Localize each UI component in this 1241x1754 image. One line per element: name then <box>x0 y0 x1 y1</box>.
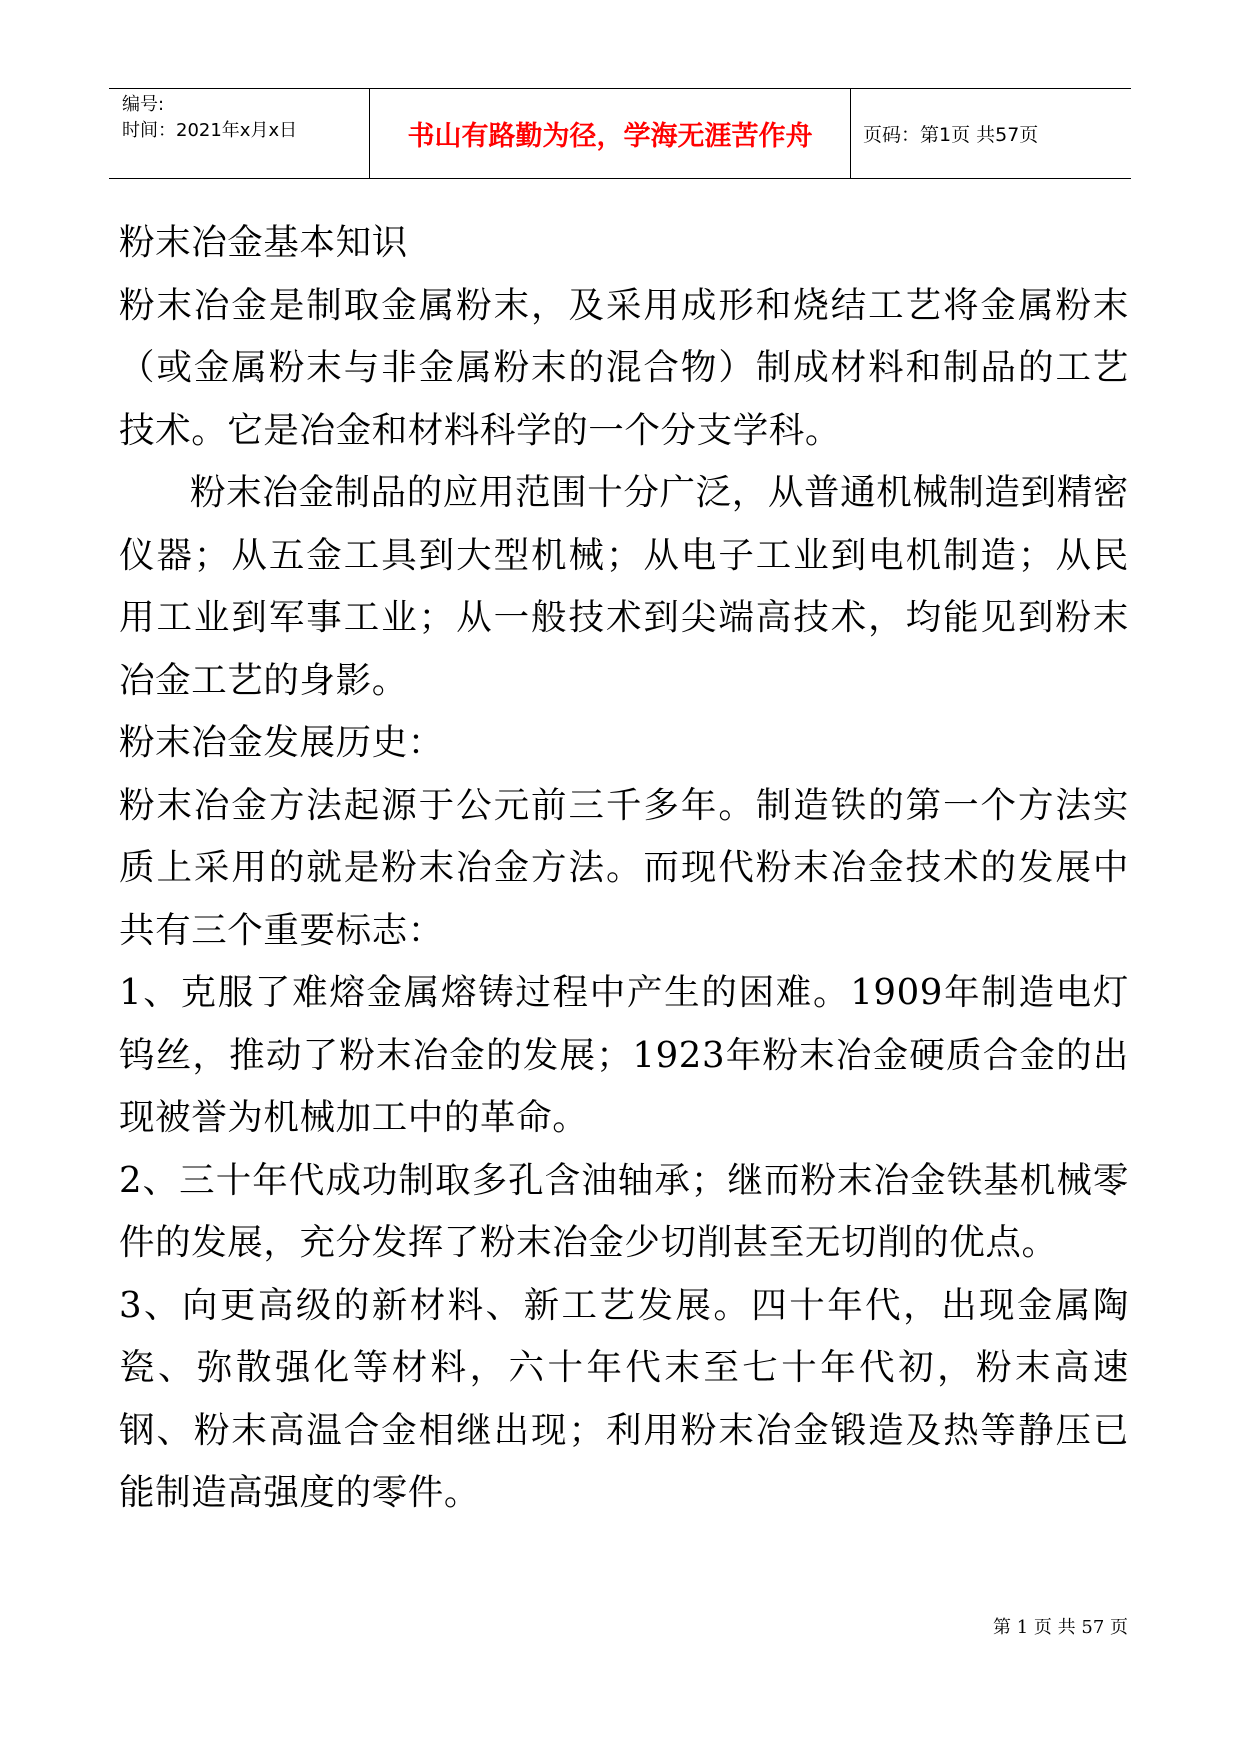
header-meta-cell <box>109 89 370 178</box>
page-header <box>109 88 1131 179</box>
header-motto-cell <box>370 89 851 178</box>
list-item-3: 3、向更高级的新材料、新工艺发展。四十年代，出现金属陶瓷、弥散强化等材料，六十年代末至七十年代初，粉末高速钢、粉末高温合金相继出现；利用粉末冶金锻造及热等静压已能制造高强度的零件。 <box>119 1284 1129 1513</box>
document-title: 粉末冶金基本知识 <box>119 222 408 263</box>
list-item-2: 2、三十年代成功制取多孔含油轴承；继而粉末冶金铁基机械零件的发展，充分发挥了粉末冶金少切削甚至无切削的优点。 <box>119 1159 1129 1263</box>
list-item-1: 1、克服了难熔金属熔铸过程中产生的困难。1909年制造电灯钨丝，推动了粉末冶金的发展；1923年粉末冶金硬质合金的出现被誉为机械加工中的革命。 <box>119 972 1129 1138</box>
header-page-code: 页码：第1页 共57页 <box>863 124 1039 146</box>
paragraph-definition: 粉末冶金是制取金属粉末，及采用成形和烧结工艺将金属粉末（或金属粉末与非金属粉末的混合物）制成材料和制品的工艺技术。它是冶金和材料科学的一个分支学科。 <box>119 284 1129 451</box>
header-motto: 书山有路勤为径，学海无涯苦作舟 <box>407 121 813 152</box>
paragraph-history-intro: 粉末冶金方法起源于公元前三千多年。制造铁的第一个方法实质上采用的就是粉末冶金方法。而现代粉末冶金技术的发展中共有三个重要标志： <box>119 784 1129 951</box>
header-page-code-cell <box>851 89 1131 178</box>
paragraph-applications: 粉末冶金制品的应用范围十分广泛，从普通机械制造到精密仪器；从五金工具到大型机械；从电子工业到电机制造；从民用工业到军事工业；从一般技术到尖端高技术，均能见到粉末冶金工艺的身影。 <box>119 472 1129 701</box>
page-footer: 第 1 页 共 57 页 <box>993 1617 1128 1638</box>
document-number-label: 编号: <box>122 94 165 115</box>
section-heading-history: 粉末冶金发展历史： <box>119 722 444 763</box>
document-time-label: 时间：2021年x月x日 <box>122 120 298 141</box>
document-body <box>119 212 1129 1525</box>
